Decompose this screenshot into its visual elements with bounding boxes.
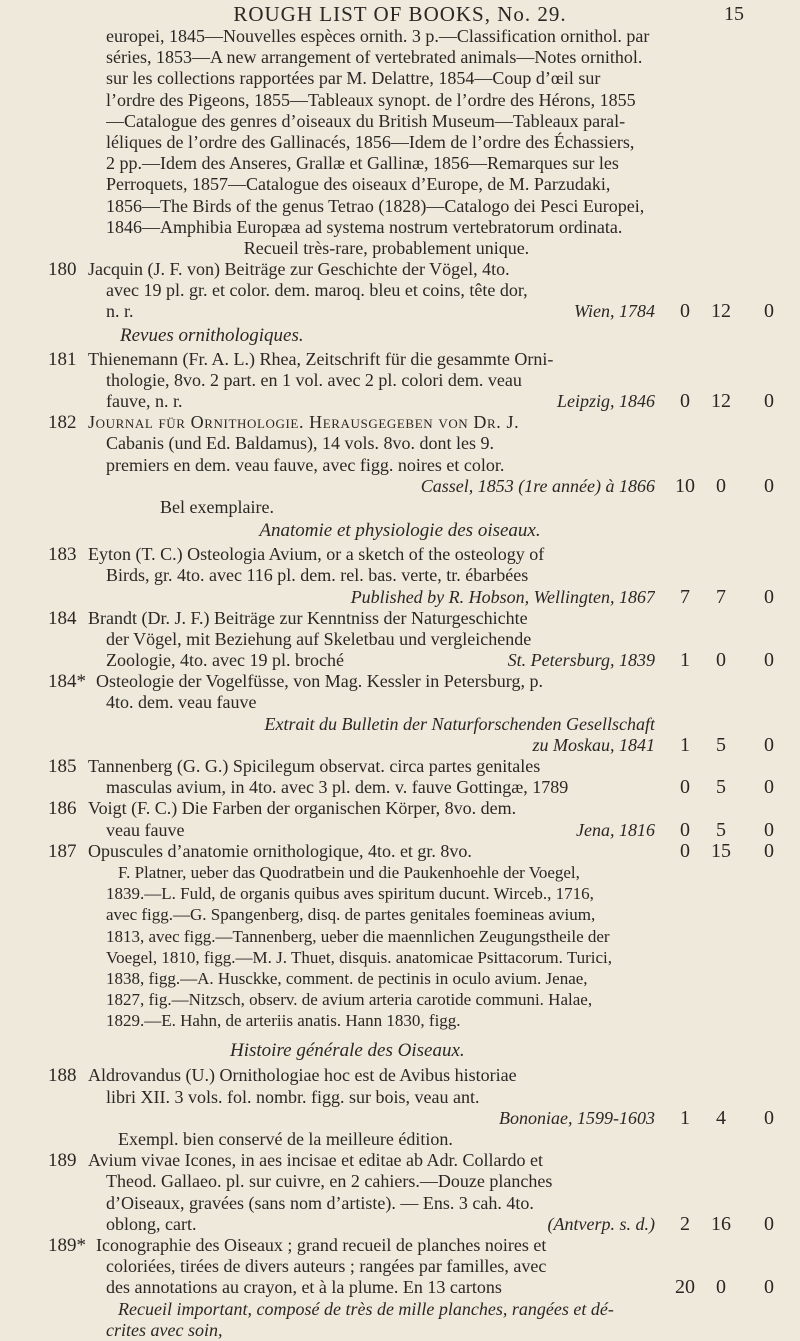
- entry-line: Jacquin (J. F. von) Beiträge zur Geschichte der Vögel, 4to.: [88, 259, 510, 280]
- page-number: 15: [724, 3, 744, 25]
- entry-number: 184: [48, 607, 77, 629]
- entry-line: léliques de l’ordre des Gallinacés, 1856—Idem de l’ordre des Échassiers,: [106, 131, 635, 152]
- price-pence: 0: [764, 839, 774, 862]
- entry-note: Exempl. bien conservé de la meilleure édition.: [118, 1129, 453, 1149]
- entry-line: Iconographie des Oiseaux ; grand recueil de planches noires et: [96, 1234, 547, 1255]
- catalogue-body: [0, 26, 800, 1341]
- entry-line: 1856—The Birds of the genus Tetrao (1828)—Catalogo dei Pesci Europei,: [106, 195, 645, 216]
- entry-180: [0, 259, 800, 323]
- price: [670, 735, 790, 756]
- entry-line: n. r.: [106, 301, 134, 322]
- price-shillings: 5: [716, 818, 726, 841]
- price-pounds: 7: [680, 585, 690, 608]
- entry-line: Zoologie, 4to. avec 19 pl. broché: [106, 650, 344, 671]
- price-pence: 0: [764, 1106, 774, 1129]
- entry-line: Birds, gr. 4to. avec 116 pl. dem. rel. bas. verte, tr. ébarbées: [106, 565, 529, 586]
- entry-line: masculas avium, in 4to. avec 3 pl. dem. v. fauve Gottingæ, 1789: [106, 777, 569, 798]
- price-pounds: 0: [680, 818, 690, 841]
- price-pence: 0: [764, 649, 774, 672]
- entry-182: [0, 412, 800, 518]
- entry-imprint: (Antverp. s. d.): [547, 1213, 655, 1234]
- entry-line: l’ordre des Pigeons, 1855—Tableaux synopt. de l’ordre des Hérons, 1855: [106, 89, 636, 110]
- entry-184-star: [0, 671, 800, 756]
- price: [670, 587, 790, 608]
- entry-line: Aldrovandus (U.) Ornithologiae hoc est de Avibus historiae: [88, 1065, 517, 1086]
- entry-number: 182: [48, 412, 77, 434]
- price-pounds: 0: [680, 300, 690, 323]
- section-heading: Revues ornithologiques.: [120, 324, 304, 346]
- entry-line: Avium vivae Icones, in aes incisae et editae ab Adr. Collardo et: [88, 1150, 544, 1171]
- price: [670, 301, 790, 322]
- entry-line: 1839.—L. Fuld, de organis quibus aves spiritum ducunt. Wirceb., 1716,: [106, 884, 594, 904]
- price-pence: 0: [764, 733, 774, 756]
- entry-line: Tannenberg (G. G.) Spicilegum observat. circa partes genitales: [88, 756, 541, 776]
- entry-187: [0, 841, 800, 1032]
- entry-number: 187: [48, 840, 77, 862]
- entry-line: 2 pp.—Idem des Anseres, Grallæ et Gallinæ, 1856—Remarques sur les: [106, 153, 619, 174]
- entry-line: veau fauve: [106, 819, 185, 840]
- entry-line: oblong, cart.: [106, 1213, 197, 1234]
- price: [670, 777, 790, 798]
- entry-188: [0, 1065, 800, 1150]
- entry-line: coloriées, tirées de divers auteurs ; rangées par familles, avec: [106, 1256, 547, 1277]
- entry-line: Osteologie der Vogelfüsse, von Mag. Kessler in Petersburg, p.: [96, 671, 543, 692]
- entry-imprint: Extrait du Bulletin der Naturforschenden Gesellschaft: [264, 713, 655, 734]
- entry-line: 1838, figg.—A. Husckke, comment. de pectinis in oculo avium. Jenae,: [106, 968, 588, 988]
- entry-line: Eyton (T. C.) Osteologia Avium, or a sketch of the osteology of: [88, 544, 545, 565]
- entry-line: Voegel, 1810, figg.—M. J. Thuet, disquis. anatomicae Psittacorum. Turici,: [106, 947, 613, 967]
- price-pence: 0: [764, 300, 774, 323]
- entry-line: Opuscules d’anatomie ornithologique, 4to. et gr. 8vo.: [88, 840, 472, 861]
- entry-imprint: zu Moskau, 1841: [532, 734, 655, 755]
- price: [670, 841, 790, 862]
- entry-imprint: St. Petersburg, 1839: [507, 650, 655, 671]
- section-heading: Anatomie et physiologie des oiseaux.: [259, 520, 541, 542]
- entry-imprint: Published by R. Hobson, Wellingten, 1867: [350, 586, 655, 607]
- price-pounds: 10: [675, 474, 695, 497]
- entry-number: 183: [48, 544, 77, 566]
- entry-186: [0, 798, 800, 840]
- price-shillings: 5: [716, 733, 726, 756]
- price-pence: 0: [764, 585, 774, 608]
- entry-line: sur les collections rapportées par M. Delattre, 1854—Coup d’œil sur: [106, 68, 601, 89]
- price-pounds: 1: [680, 649, 690, 672]
- entry-number: 181: [48, 348, 77, 370]
- entry-line: thologie, 8vo. 2 part. en 1 vol. avec 2 pl. colori dem. veau: [106, 369, 522, 390]
- entry-185: [0, 756, 800, 798]
- price-pence: 0: [764, 390, 774, 412]
- price: [670, 1214, 790, 1235]
- entry-number: 189*: [48, 1234, 86, 1256]
- entry-line: 1813, avec figg.—Tannenberg, ueber die maennlichen Zeugungstheile der: [106, 926, 610, 946]
- price-pounds: 1: [680, 733, 690, 756]
- price-pounds: 0: [680, 390, 690, 412]
- price-pence: 0: [764, 776, 774, 799]
- entry-number: 180: [48, 259, 77, 281]
- entry-184: [0, 608, 800, 672]
- entry-imprint: Leipzig, 1846: [556, 391, 655, 411]
- entry-line: Cabanis (und Ed. Baldamus), 14 vols. 8vo. dont les 9.: [106, 433, 494, 454]
- price-pence: 0: [764, 1212, 774, 1235]
- price-pounds: 0: [680, 776, 690, 799]
- entry-continuation: [0, 26, 800, 259]
- entry-note: Recueil très-rare, probablement unique.: [243, 237, 530, 258]
- entry-number: 186: [48, 798, 77, 820]
- entry-imprint: Cassel, 1853 (1re année) à 1866: [420, 475, 655, 496]
- price-shillings: 0: [716, 1276, 726, 1299]
- price: [670, 650, 790, 671]
- price-shillings: 0: [716, 649, 726, 672]
- entry-imprint: Jena, 1816: [576, 819, 655, 840]
- entry-note: Recueil important, composé de très de mille planches, rangées et dé-: [118, 1298, 614, 1319]
- price-shillings: 15: [711, 839, 731, 862]
- entry-line: der Vögel, mit Beziehung auf Skeletbau und vergleichende: [106, 628, 532, 649]
- price: [670, 820, 790, 841]
- entry-line: des annotations au crayon, et à la plume. En 13 cartons: [106, 1277, 502, 1298]
- entry-line: Theod. Gallaeo. pl. sur cuivre, en 2 cahiers.—Douze planches: [106, 1171, 553, 1192]
- price: [670, 1277, 790, 1298]
- entry-line: Brandt (Dr. J. F.) Beiträge zur Kenntniss der Naturgeschichte: [88, 607, 528, 628]
- entry-line: Thienemann (Fr. A. L.) Rhea, Zeitschrift für die gesammte Orni-: [88, 348, 554, 369]
- price-pence: 0: [764, 1276, 774, 1299]
- price-shillings: 12: [711, 390, 731, 412]
- entry-imprint: Wien, 1784: [574, 301, 655, 322]
- entry-189: [0, 1150, 800, 1235]
- entry-line: premiers en dem. veau fauve, avec figg. noires et color.: [106, 454, 505, 475]
- price-shillings: 5: [716, 776, 726, 799]
- entry-number: 185: [48, 756, 77, 777]
- entry-number: 188: [48, 1065, 77, 1087]
- entry-number: 189: [48, 1150, 77, 1172]
- entry-line: —Catalogue des genres d’oiseaux du British Museum—Tableaux paral-: [106, 110, 626, 131]
- entry-line: séries, 1853—A new arrangement of vertebrated animals—Notes ornithol.: [106, 47, 643, 68]
- entry-line: avec 19 pl. gr. et color. dem. maroq. bleu et coins, tête dor,: [106, 280, 528, 301]
- running-title: ROUGH LIST OF BOOKS, No. 29.: [233, 2, 567, 26]
- entry-189-star: [0, 1235, 800, 1341]
- price: [670, 1108, 790, 1129]
- entry-line: 4to. dem. veau fauve: [106, 692, 257, 713]
- price-shillings: 16: [711, 1212, 731, 1235]
- entry-note: crites avec soin,: [106, 1319, 223, 1340]
- price-shillings: 0: [716, 474, 726, 497]
- price-pence: 0: [764, 818, 774, 841]
- price-shillings: 12: [711, 300, 731, 323]
- price-pounds: 20: [675, 1276, 695, 1299]
- entry-line: 1829.—E. Hahn, de arteriis anatis. Hann 1830, figg.: [106, 1011, 461, 1031]
- price-pounds: 0: [680, 839, 690, 862]
- page-header: [0, 2, 800, 28]
- entry-note: Bel exemplaire.: [160, 496, 274, 517]
- entry-line: fauve, n. r.: [106, 391, 183, 411]
- entry-183: [0, 544, 800, 608]
- entry-number: 184*: [48, 671, 86, 693]
- entry-line: 1827, fig.—Nitzsch, observ. de avium arteria carotide communi. Halae,: [106, 990, 593, 1010]
- entry-line: Perroquets, 1857—Catalogue des oiseaux d’Europe, de M. Parzudaki,: [106, 174, 611, 195]
- price-pounds: 1: [680, 1106, 690, 1129]
- entry-line: europei, 1845—Nouvelles espèces ornith. 3 p.—Classification ornithol. par: [106, 26, 650, 46]
- price-shillings: 4: [716, 1106, 726, 1129]
- entry-line: 1846—Amphibia Europæa ad systema nostrum vertebratorum ordinata.: [106, 216, 623, 237]
- entry-line: Voigt (F. C.) Die Farben der organischen Körper, 8vo. dem.: [88, 798, 517, 819]
- entry-line: d’Oiseaux, gravées (sans nom d’artiste). — Ens. 3 cah. 4to.: [106, 1192, 534, 1213]
- entry-line: F. Platner, ueber das Quodratbein und die Paukenhoehle der Voegel,: [118, 862, 580, 882]
- price-pence: 0: [764, 474, 774, 497]
- entry-line: libri XII. 3 vols. fol. nombr. figg. sur bois, veau ant.: [106, 1086, 480, 1107]
- price-pounds: 2: [680, 1212, 690, 1235]
- section-heading: Histoire générale des Oiseaux.: [230, 1040, 465, 1062]
- price-shillings: 7: [716, 585, 726, 608]
- price: [670, 391, 790, 412]
- entry-line: Journal für Ornithologie. Herausgegeben von Dr. J.: [88, 412, 520, 433]
- entry-line: avec figg.—G. Spangenberg, disq. de partes genitales foemineas avium,: [106, 905, 596, 925]
- price: [670, 476, 790, 497]
- entry-181: [0, 349, 800, 413]
- entry-imprint: Bononiae, 1599-1603: [499, 1107, 655, 1128]
